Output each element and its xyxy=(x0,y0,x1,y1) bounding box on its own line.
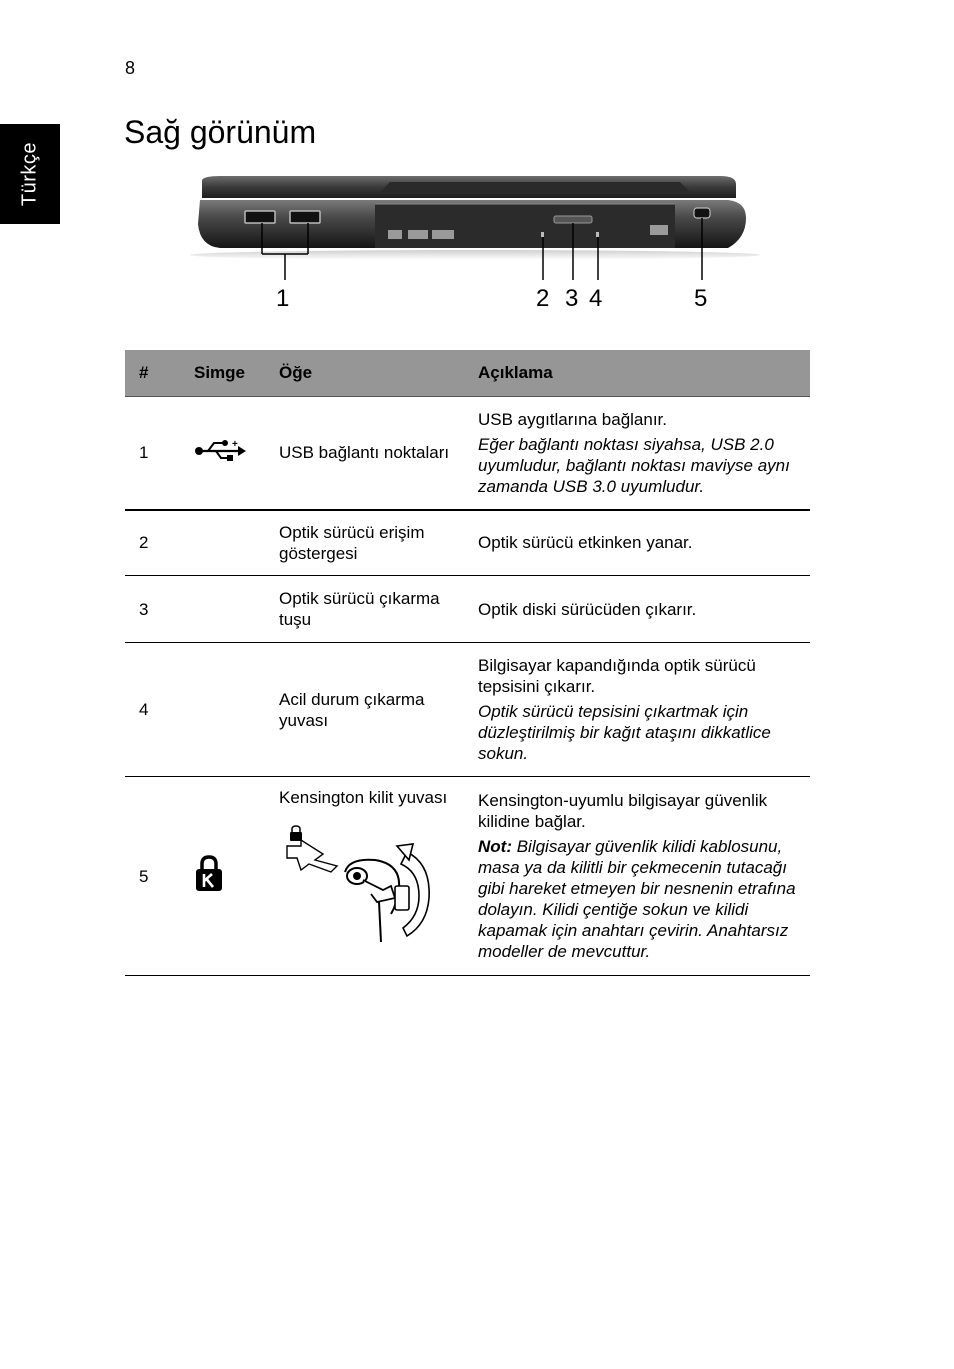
row-description: Optik diski sürücüden çıkarır. xyxy=(464,576,810,643)
table-row xyxy=(125,510,810,576)
header-item: Öğe xyxy=(265,350,464,397)
row-item: USB bağlantı noktaları xyxy=(265,397,464,510)
row-icon xyxy=(180,510,265,576)
row-description xyxy=(464,397,810,510)
callout-2: 2 xyxy=(536,285,550,312)
header-icon: Simge xyxy=(180,350,265,397)
svg-text:+: + xyxy=(232,439,238,451)
table-row xyxy=(125,576,810,643)
description-text: USB aygıtlarına bağlanır. xyxy=(478,409,668,429)
row-description xyxy=(464,643,810,777)
language-tab-label: Türkçe xyxy=(18,141,41,207)
callout-3: 3 xyxy=(565,285,579,312)
language-tab xyxy=(0,124,60,224)
row-number: 4 xyxy=(125,643,180,777)
callout-1: 1 xyxy=(276,285,290,312)
kensington-lock-icon xyxy=(194,855,224,893)
usb-icon xyxy=(194,438,246,462)
description-note xyxy=(478,836,810,962)
laptop-right-side-illustration xyxy=(180,168,780,318)
header-description: Açıklama xyxy=(464,350,810,397)
page-number: 8 xyxy=(125,58,136,78)
table-row xyxy=(125,643,810,777)
table-row xyxy=(125,777,810,976)
ports-table xyxy=(125,350,810,976)
page-title: Sağ görünüm xyxy=(124,114,317,150)
row-icon xyxy=(180,643,265,777)
note-label: Not: xyxy=(478,837,512,856)
row-icon xyxy=(180,777,265,976)
row-item: Optik sürücü erişim göstergesi xyxy=(265,510,464,576)
table-header-row xyxy=(125,350,810,397)
row-description: Optik sürücü etkinken yanar. xyxy=(464,510,810,576)
callout-4: 4 xyxy=(589,285,603,312)
row-icon xyxy=(180,397,265,510)
description-text: Kensington-uyumlu bilgisayar güvenlik kilidine bağlar. xyxy=(478,791,768,831)
callout-5: 5 xyxy=(694,285,708,312)
kensington-lock-illustration xyxy=(279,824,439,942)
table-row xyxy=(125,397,810,510)
note-text: Bilgisayar güvenlik kilidi kablosunu, masa ya da kilitli bir çekmecenin tutacağı gibi hareket etmeyen bir nesnenin etrafına dolayın. Kilidi çentiğe sokun ve kilidi kapamak için anahtarı çevirin. Anahtarsız modeller de mevcuttur. xyxy=(478,837,796,961)
row-item: Acil durum çıkarma yuvası xyxy=(265,643,464,777)
row-item-label: Kensington kilit yuvası xyxy=(279,788,448,807)
header-number: # xyxy=(125,350,180,397)
description-italic: Optik sürücü tepsisini çıkartmak için düzleştirilmiş bir kağıt ataşını dikkatlice sokun. xyxy=(478,702,771,763)
row-item xyxy=(265,777,464,976)
row-number: 1 xyxy=(125,397,180,510)
row-description xyxy=(464,777,810,976)
row-number: 2 xyxy=(125,510,180,576)
row-item: Optik sürücü çıkarma tuşu xyxy=(265,576,464,643)
row-number: 3 xyxy=(125,576,180,643)
description-italic: Eğer bağlantı noktası siyahsa, USB 2.0 uyumludur, bağlantı noktası maviyse aynı zamanda USB 3.0 uyumludur. xyxy=(478,434,790,496)
description-text: Bilgisayar kapandığında optik sürücü tepsisini çıkarır. xyxy=(478,656,756,696)
row-icon xyxy=(180,576,265,643)
row-number: 5 xyxy=(125,777,180,976)
